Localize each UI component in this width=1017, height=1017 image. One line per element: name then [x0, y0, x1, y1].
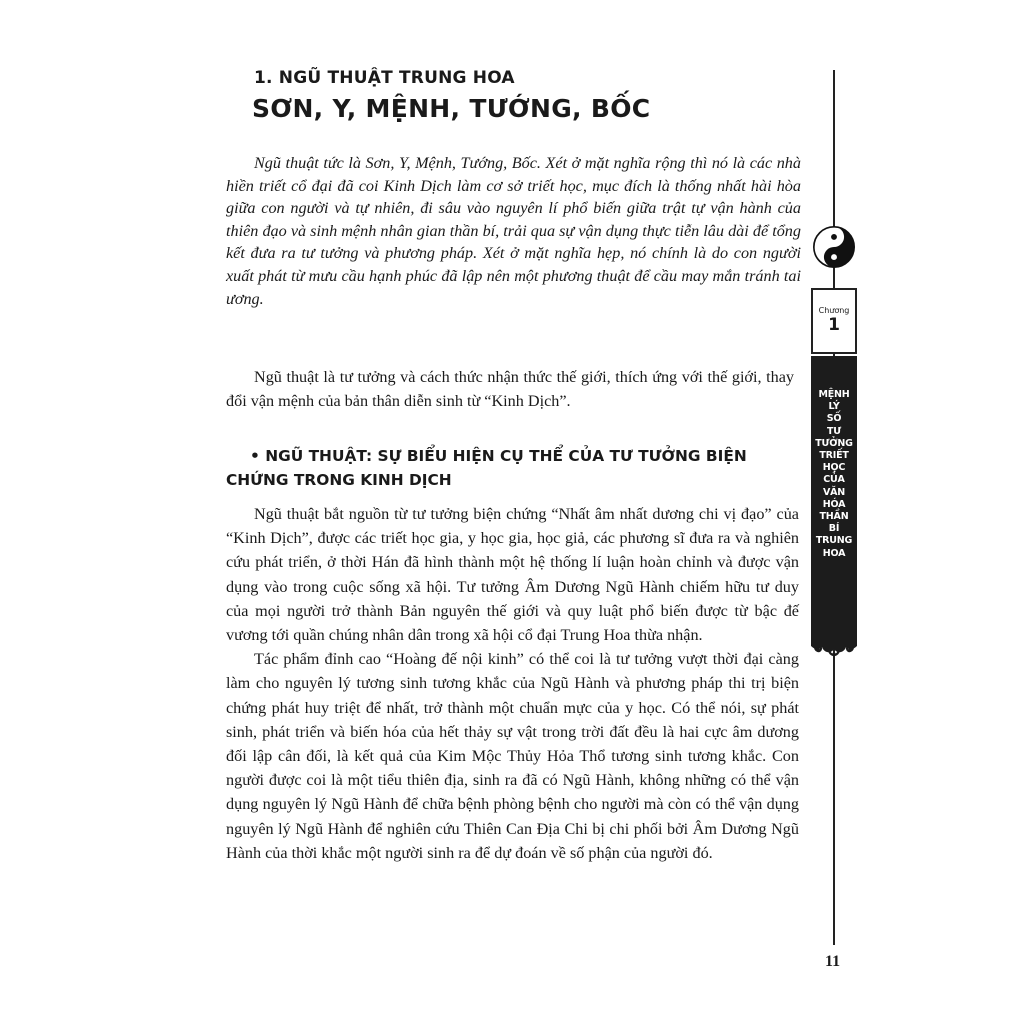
- page-number: 11: [825, 953, 841, 970]
- page-title: SƠN, Y, MỆNH, TƯỚNG, BỐC: [252, 94, 651, 123]
- intro-paragraph: Ngũ thuật tức là Sơn, Y, Mệnh, Tướng, Bốc. Xét ở mặt nghĩa rộng thì nó là các nhà hiền triết cổ đại đã coi Kinh Dịch làm cơ sở triết học, mục đích là thống nhất hài hòa giữa con người và tự nhiên, đi sâu vào nguyên lí phổ biến giữa trật tự vận hành của thiên đạo và sinh mệnh nhân gian thần bí, trải qua sự vận dụng thực tiễn lâu dài để tổng kết đưa ra tư tưởng và phương pháp. Xét ở mặt nghĩa hẹp, nó chính là do con người xuất phát từ mưu cầu hạnh phúc đã lập nên một phương thuật để cầu may mắn tránh tai ương.: [226, 154, 801, 308]
- cloud-ornament-icon: [809, 636, 859, 662]
- chapter-box: [811, 288, 857, 354]
- yin-yang-icon: [813, 226, 855, 268]
- chapter-number: 1: [828, 315, 840, 335]
- section-label: 1. NGŨ THUẬT TRUNG HOA: [254, 68, 515, 88]
- tab-title-line: TƯ: [826, 425, 842, 437]
- tab-title-line: TRIẾT: [819, 450, 849, 462]
- paragraph-ngu-thuat: Ngũ thuật là tư tưởng và cách thức nhận thức thế giới, thích ứng với thế giới, thay đổi vận mệnh của bản thân diễn sinh từ “Kinh Dịch”.: [226, 368, 794, 410]
- tab-title-line: SỐ: [826, 413, 842, 425]
- tab-title-line: BÍ: [828, 523, 840, 535]
- body-paragraph: Ngũ thuật bắt nguồn từ tư tưởng biện chứng “Nhất âm nhất dương chi vị đạo” của “Kinh Dịch”, được các triết học gia, y học gia, học giả, các phương sĩ đưa ra và nghiên cứu phát triển, ở thời Hán đã hình thành một hệ thống lí luận hoàn chỉnh và được vận dụng vào trong cuộc sống xã hội. Tư tưởng Âm Dương Ngũ Hành chiếm hữu tư duy của mọi người trở thành Bản nguyên thế giới và quy luật phổ biến được từ bậc đế vương tới quần chúng nhân dân trong xã hội cổ đại Trung Hoa thừa nhận.: [226, 505, 799, 645]
- tab-title-line: VĂN: [822, 486, 846, 498]
- tab-title-line: HOA: [822, 547, 846, 559]
- tab-title-line: TƯỞNG: [815, 437, 853, 449]
- tab-title-line: CỦA: [823, 474, 845, 486]
- tab-title-line: LÝ: [828, 401, 840, 413]
- tab-title-line: HỌC: [822, 462, 846, 474]
- body-text: [226, 502, 799, 865]
- body-paragraph: Tác phẩm đỉnh cao “Hoàng đế nội kinh” có thể coi là tư tưởng vượt thời đại càng làm cho nguyên lý tương sinh tương khắc của Ngũ Hành và phương pháp thi trị biện chứng phát huy triệt để nhất, trở thành một chuẩn mực của y học. Có thể nói, sự phát sinh, phát triển và biến hóa của hết thảy sự vật trong trời đất đều là hai cực âm dương đối lập cân đối, là kết quả của Kim Mộc Thủy Hỏa Thổ tương sinh tương khắc. Con người được coi là một tiểu thiên địa, sinh ra đã có Ngũ Hành, không những có thể vận dụng nguyên lý Ngũ Hành để chữa bệnh phòng bệnh cho người mà còn có thể vận dụng nguyên lý Ngũ Hành để nghiên cứu Thiên Can Địa Chi bị chi phối bởi Âm Dương Ngũ Hành của thời khắc một người sinh ra để dự đoán về số phận của người đó.: [226, 650, 799, 862]
- tab-title-line: MỆNH: [818, 389, 850, 400]
- chapter-title-tab: [811, 356, 857, 642]
- subheading: • NGŨ THUẬT: SỰ BIỂU HIỆN CỤ THỂ CỦA TƯ TƯỞNG BIỆN CHỨNG TRONG KINH DỊCH: [226, 447, 747, 489]
- tab-title-line: TRUNG: [815, 535, 853, 547]
- chapter-word: Chương: [818, 306, 850, 315]
- tab-title-line: THẦN: [819, 511, 849, 523]
- tab-title-line: HÓA: [822, 498, 846, 510]
